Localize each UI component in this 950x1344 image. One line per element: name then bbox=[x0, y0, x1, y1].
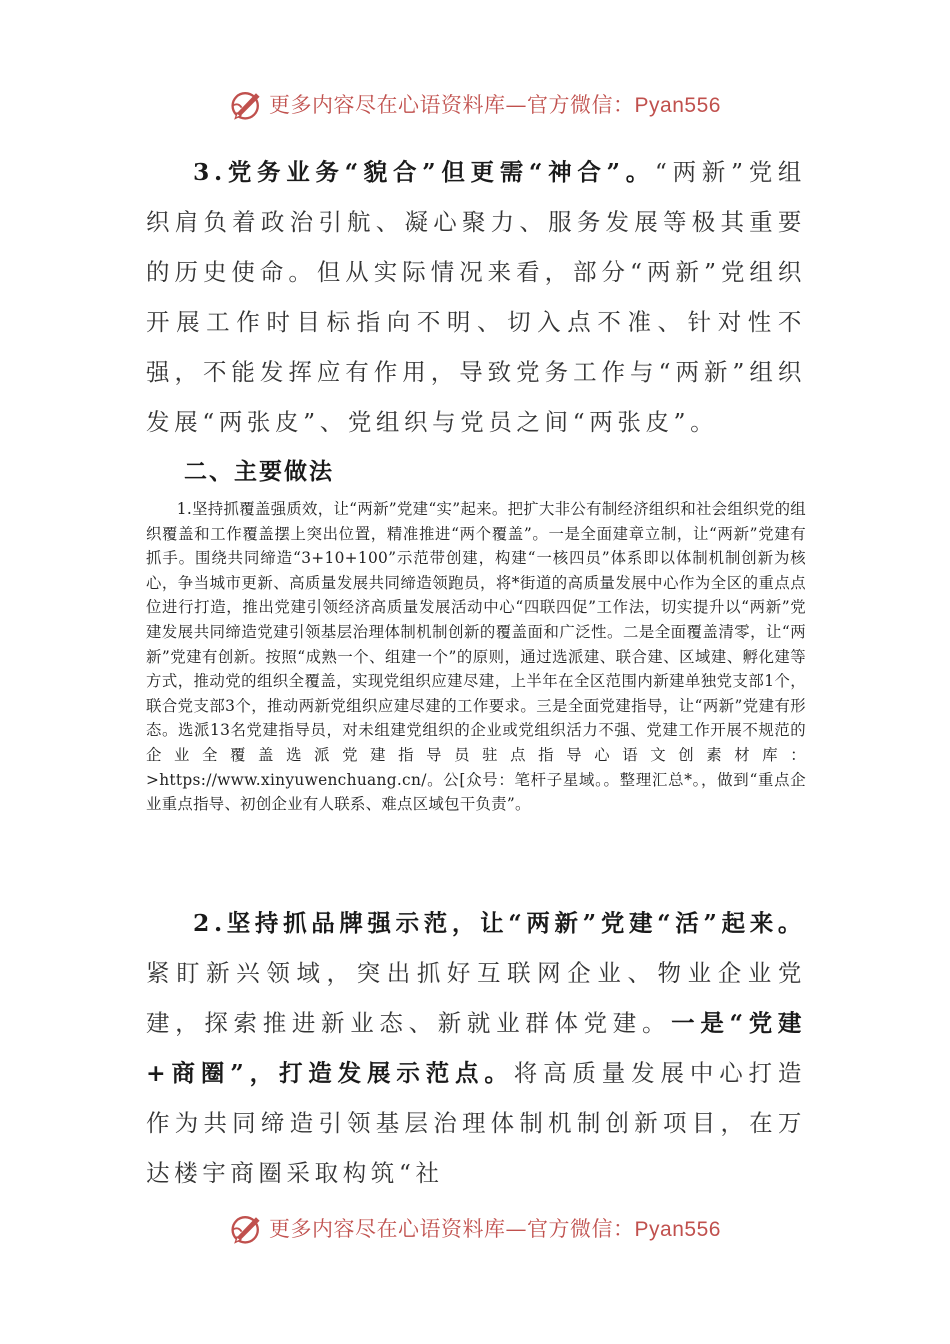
section-1 bbox=[146, 147, 806, 447]
section-3 bbox=[146, 898, 806, 1198]
section-heading bbox=[146, 447, 806, 497]
paragraph-practice-1: 1.坚持抓覆盖强质效，让“两新”党建“实”起来。把扩大非公有制经济组织和社会组织党的组织覆盖和工作覆盖摆上突出位置，精准推进“两个覆盖”。一是全面建章立制，让“两新”党建有抓手。围绕共同缔造“3+10+100”示范带创建，构建“一核四员”体系即以体制机制创新为核心，争当城市更新、高质量发展共同缔造领跑员，将*街道的高质量发展中心作为全区的重点点位进行打造，推出党建引领经济高质量发展活动中心“四联四促”工作法，切实提升以“两新”党建发展共同缔造党建引领基层治理体制机制创新的覆盖面和广泛性。二是全面覆盖清零，让“两新”党建有创新。按照“成熟一个、组建一个”的原则，通过选派建、联合建、区域建、孵化建等方式，推动党的组织全覆盖，实现党组织应建尽建，上半年在全区范围内新建单独党支部1个，联合党支部3个，推动两新党组织应建尽建的工作要求。三是全面党建指导，让“两新”党建有形态。选派13名党建指导员，对未组建党组织的企业或党组织活力不强、党建工作开展不规范的企业全覆盖选派党建指导员驻点指导心语文创素材库：>https://www.xinyuwenchuang.cn/。公[众号：笔杆子星域。。整理汇总*。，做到“重点企业重点指导、初创企业有人联系、难点区域包干负责”。 bbox=[146, 500, 806, 814]
banner-text: 更多内容尽在心语资料库—官方微信：Pyan556 bbox=[269, 1217, 721, 1241]
paragraph-problem-3: 3.党务业务“貌合”但更需“神合”。“两新”党组织肩负着政治引航、凝心聚力、服务发展等极其重要的历史使命。但从实际情况来看，部分“两新”党组织开展工作时目标指向不明、切入点不准、针对性不强，不能发挥应有作用，导致党务工作与“两新”组织发展“两张皮”、党组织与党员之间“两张皮”。 bbox=[146, 158, 806, 436]
footer-banner bbox=[0, 1208, 950, 1248]
pen-logo-icon bbox=[229, 86, 265, 122]
section-2 bbox=[146, 497, 806, 817]
banner-text: 更多内容尽在心语资料库—官方微信：Pyan556 bbox=[269, 93, 721, 117]
paragraph-practice-2: 2.坚持抓品牌强示范，让“两新”党建“活”起来。紧盯新兴领域，突出抓好互联网企业、物业企业党建，探索推进新业态、新就业群体党建。一是“党建+商圈”，打造发展示范点。将高质量发展中心打造作为共同缔造引领基层治理体制机制创新项目，在万达楼宇商圈采取构筑“社 bbox=[146, 909, 806, 1187]
pen-logo-icon bbox=[229, 1210, 265, 1246]
header-banner bbox=[0, 84, 950, 124]
heading-main-practices: 二、主要做法 bbox=[184, 458, 334, 485]
